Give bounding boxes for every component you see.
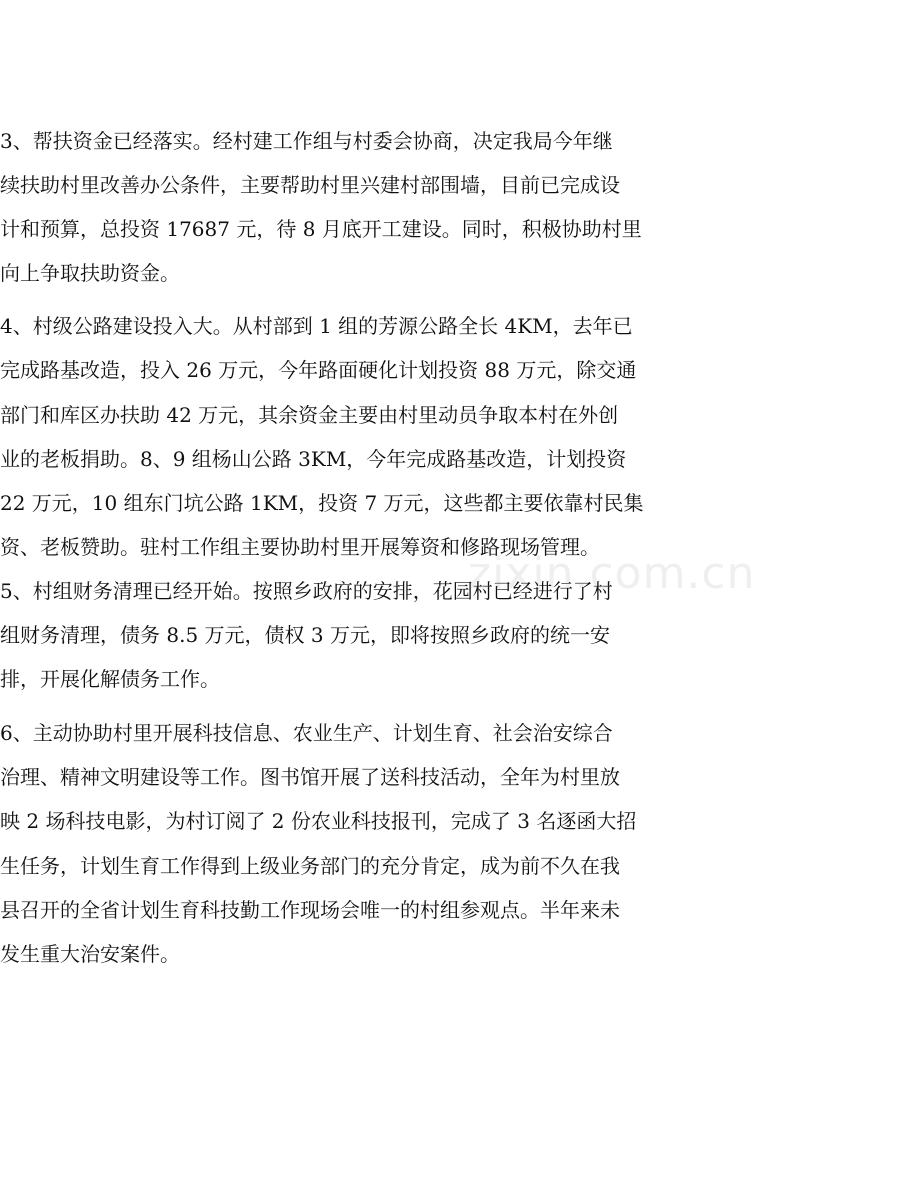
paragraph-6-line-6: 发生重大治安案件。 <box>0 942 180 966</box>
paragraph-5-line-2: 组财务清理，债务 8.5 万元，债权 3 万元，即将按照乡政府的统一安 <box>0 623 610 647</box>
paragraph-5-line-1: 5、村组财务清理已经开始。按照乡政府的安排，花园村已经进行了村 <box>0 579 613 603</box>
paragraph-4-line-3: 部门和库区办扶助 42 万元，其余资金主要由村里动员争取本村在外创 <box>0 403 619 427</box>
paragraph-5-line-3: 排，开展化解债务工作。 <box>0 667 220 691</box>
paragraph-4-line-1: 4、村级公路建设投入大。从村部到 1 组的芳源公路全长 4KM，去年已 <box>0 314 633 338</box>
paragraph-3-line-4: 向上争取扶助资金。 <box>0 261 180 285</box>
paragraph-4-line-5: 22 万元，10 组东门坑公路 1KM，投资 7 万元，这些都主要依靠村民集 <box>0 491 644 515</box>
paragraph-6-line-1: 6、主动协助村里开展科技信息、农业生产、计划生育、社会治安综合 <box>0 721 613 745</box>
paragraph-6-line-3: 映 2 场科技电影，为村订阅了 2 份农业科技报刊，完成了 3 名逐函大招 <box>0 809 637 833</box>
paragraph-4-line-6: 资、老板赞助。驻村工作组主要协助村里开展筹资和修路现场管理。 <box>0 535 600 559</box>
paragraph-3-line-1: 3、帮扶资金已经落实。经村建工作组与村委会协商，决定我局今年继 <box>0 129 613 153</box>
paragraph-6-line-2: 治理、精神文明建设等工作。图书馆开展了送科技活动，全年为村里放 <box>0 765 620 789</box>
paragraph-4-line-4: 业的老板捐助。8、9 组杨山公路 3KM，今年完成路基改造，计划投资 <box>0 447 627 471</box>
paragraph-6-line-4: 生任务，计划生育工作得到上级业务部门的充分肯定，成为前不久在我 <box>0 854 620 878</box>
watermark: zixin.com.cn <box>468 548 756 599</box>
paragraph-3-line-3: 计和预算，总投资 17687 元，待 8 月底开工建设。同时，积极协助村里 <box>0 217 642 241</box>
paragraph-4-line-2: 完成路基改造，投入 26 万元，今年路面硬化计划投资 88 万元，除交通 <box>0 358 637 382</box>
paragraph-6-line-5: 县召开的全省计划生育科技勤工作现场会唯一的村组参观点。半年来未 <box>0 898 620 922</box>
paragraph-3-line-2: 续扶助村里改善办公条件，主要帮助村里兴建村部围墙，目前已完成设 <box>0 173 620 197</box>
